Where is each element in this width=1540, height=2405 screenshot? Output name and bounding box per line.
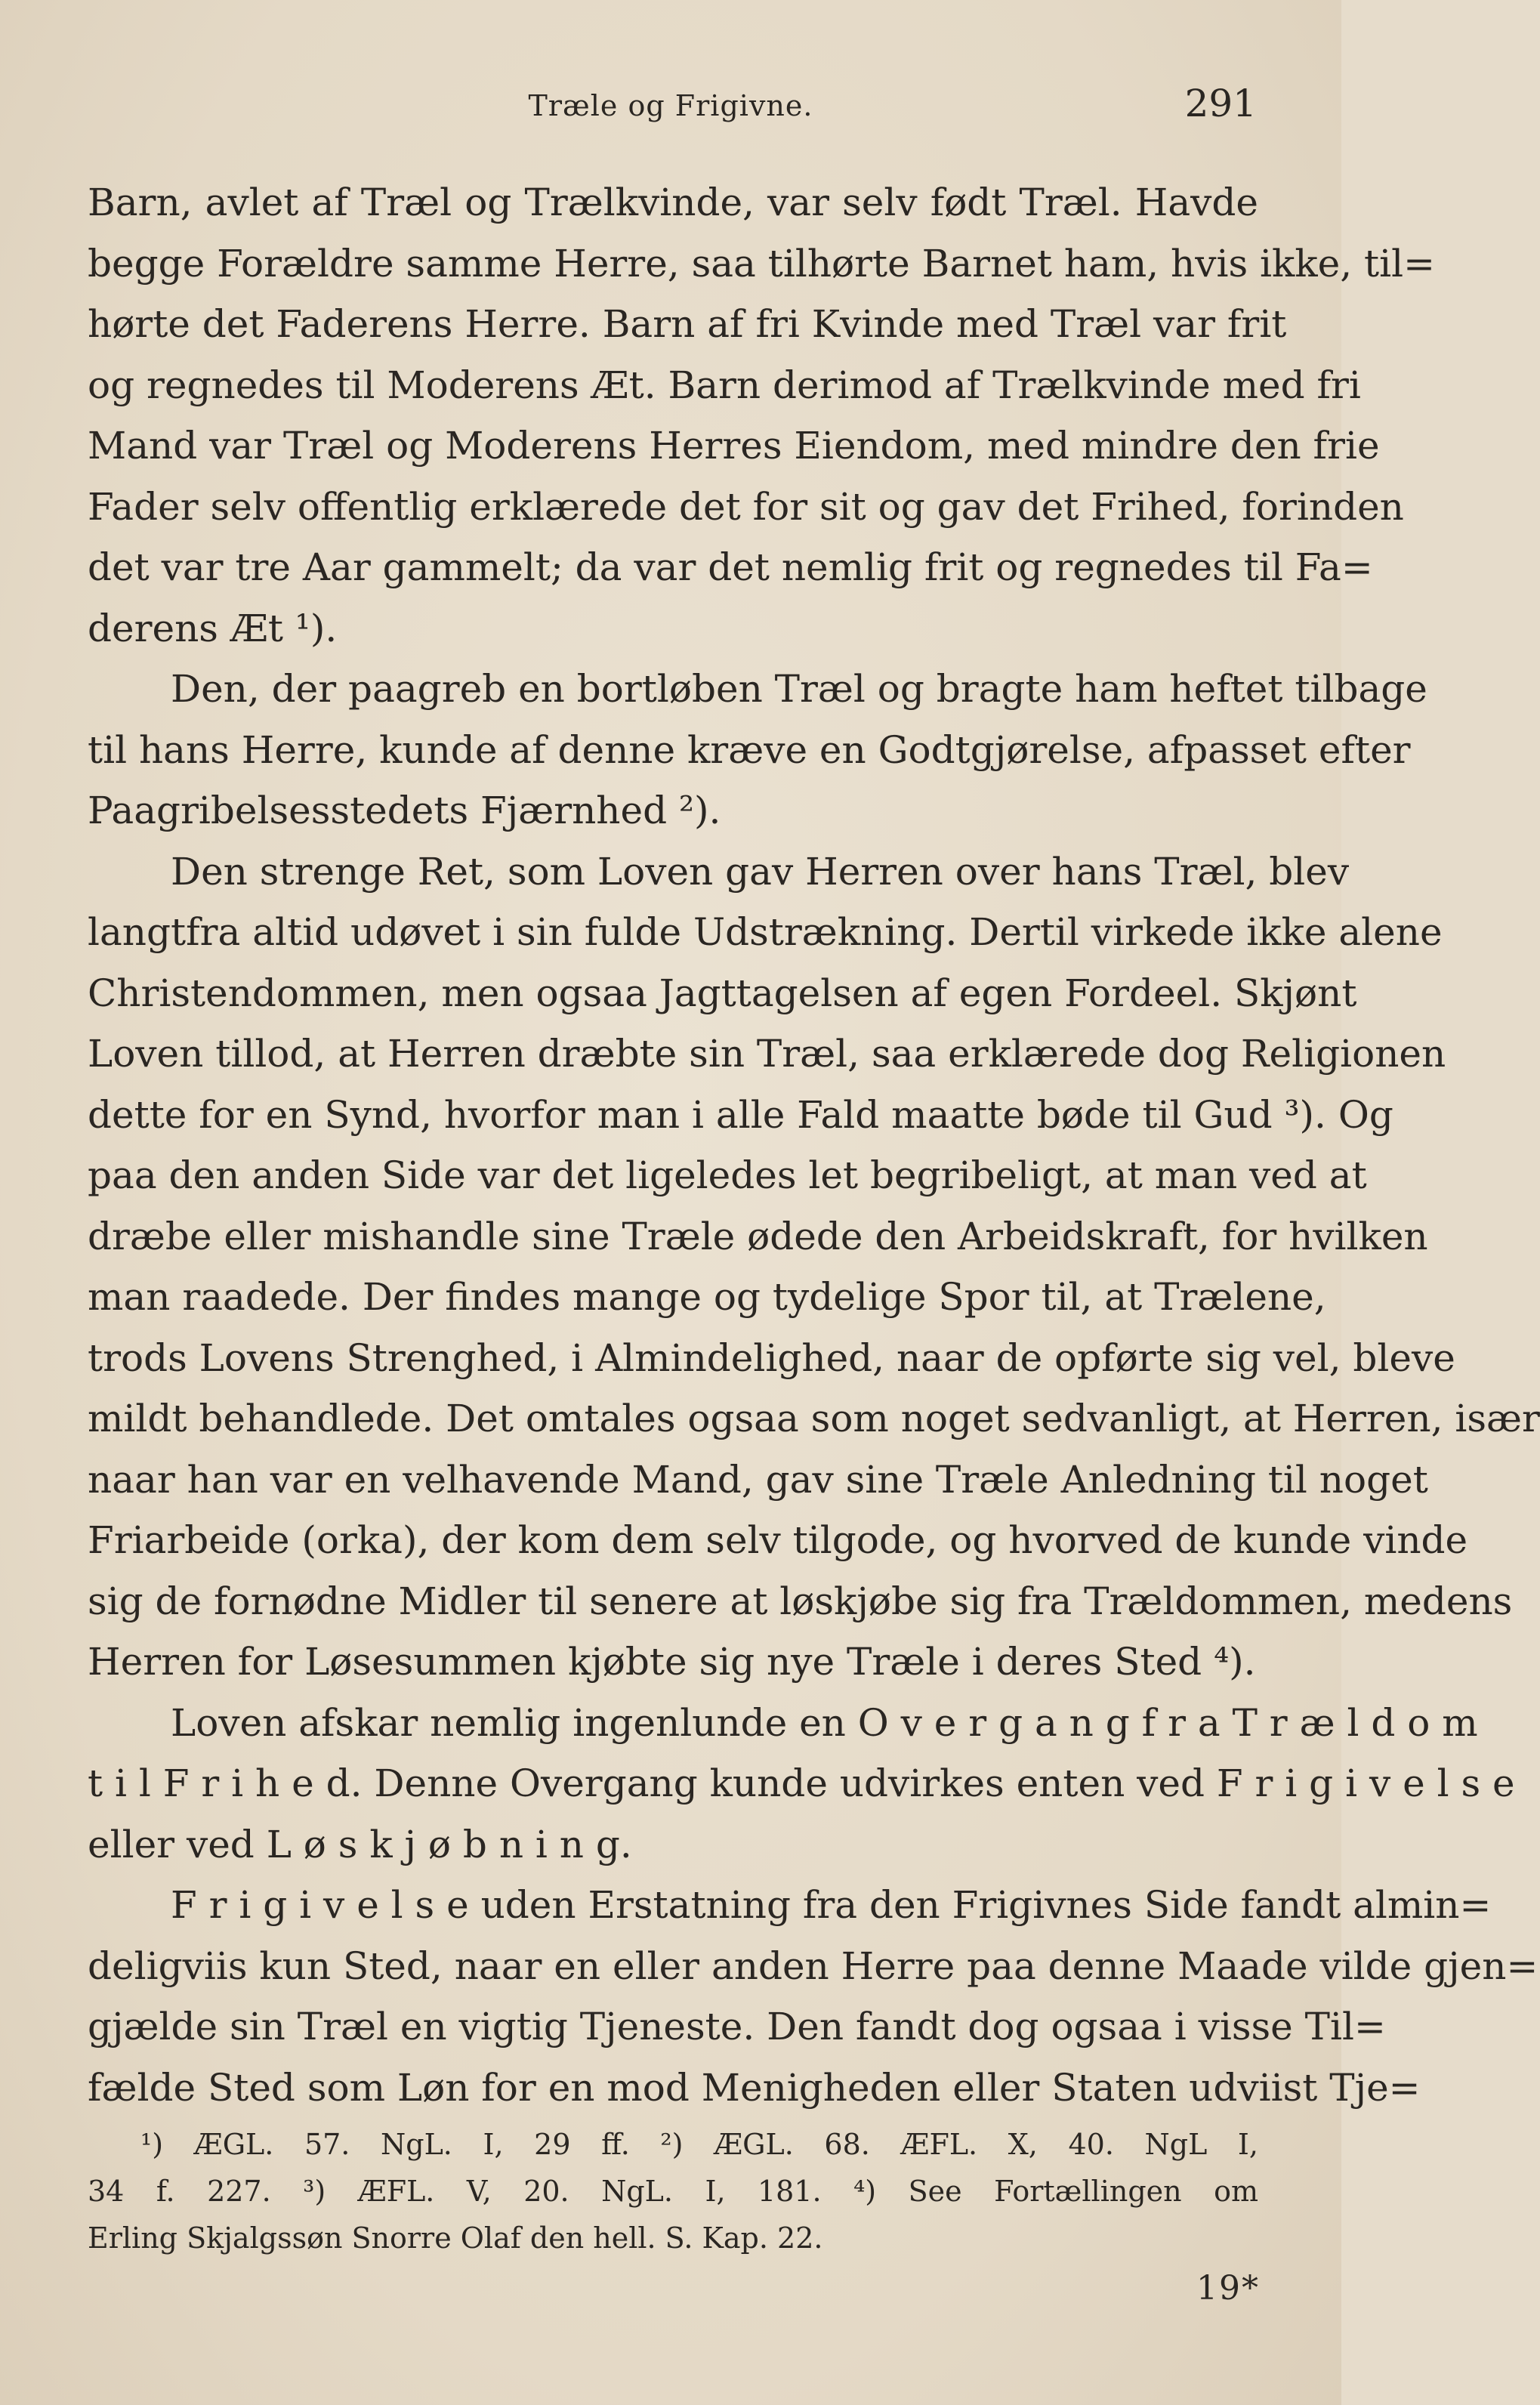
text-line: og regnedes til Moderens Æt. Barn derimod af Trælkvinde med fri <box>88 363 1361 407</box>
text-line: fælde Sted som Løn for en mod Menigheden eller Staten udviist Tje= <box>88 2065 1421 2110</box>
text-line: Loven afskar nemlig ingenlunde en O v e r g a n g f r a T r æ l d o m <box>171 1700 1478 1745</box>
footnotes <box>88 2121 1258 2261</box>
text-line: naar han var en velhavende Mand, gav sine Træle Anledning til noget <box>88 1457 1428 1502</box>
text-line: paa den anden Side var det ligeledes let begribeligt, at man ved at <box>88 1153 1367 1197</box>
text-line: Barn, avlet af Træl og Trælkvinde, var selv født Træl. Havde <box>88 181 1258 224</box>
text-line: eller ved L ø s k j ø b n i n g. <box>88 1822 632 1866</box>
text-line: man raadede. Der findes mange og tydelige Spor til, at Trælene, <box>88 1275 1326 1319</box>
text-line: Paagribelsesstedets Fjærnhed ²). <box>88 789 721 832</box>
text-line: begge Forældre samme Herre, saa tilhørte Barnet ham, hvis ikke, til= <box>88 241 1435 286</box>
text-line: t i l F r i h e d. Denne Overgang kunde udvirkes enten ved F r i g i v e l s e <box>88 1761 1515 1805</box>
body-text <box>88 172 1540 2118</box>
footnote-line: Erling Skjalgssøn Snorre Olaf den hell. S. Kap. 22. <box>88 2221 823 2255</box>
footnote-line: ¹) ÆGL. 57. NgL. I, 29 ff. ²) ÆGL. 68. ÆFL. X, 40. NgL I, <box>140 2128 1258 2161</box>
text-line: gjælde sin Træl en vigtig Tjeneste. Den fandt dog ogsaa i visse Til= <box>88 2005 1386 2048</box>
signature-mark: 19* <box>1196 2269 1260 2308</box>
text-line: hørte det Faderens Herre. Barn af fri Kvinde med Træl var frit <box>88 302 1287 346</box>
text-line: til hans Herre, kunde af denne kræve en Godtgjørelse, afpasset efter <box>88 727 1411 772</box>
running-title: Træle og Frigivne. <box>528 89 813 122</box>
text-line: Mand var Træl og Moderens Herres Eiendom, med mindre den frie <box>88 424 1380 468</box>
text-line: derens Æt ¹). <box>88 606 338 650</box>
text-line: Loven tillod, at Herren dræbte sin Træl, saa erklærede dog Religionen <box>88 1032 1446 1076</box>
text-line: Den strenge Ret, som Loven gav Herren over hans Træl, blev <box>171 849 1350 894</box>
text-line: langtfra altid udøvet i sin fulde Udstrækning. Dertil virkede ikke alene <box>88 910 1443 954</box>
footnote-line: 34 f. 227. ³) ÆFL. V, 20. NgL. I, 181. ⁴) See Fortællingen om <box>88 2175 1258 2208</box>
text-line: Fader selv offentlig erklærede det for sit og gav det Frihed, forinden <box>88 484 1404 529</box>
text-line: trods Lovens Strenghed, i Almindelighed, naar de opførte sig vel, bleve <box>88 1335 1455 1380</box>
text-line: det var tre Aar gammelt; da var det nemlig frit og regnedes til Fa= <box>88 545 1373 589</box>
text-line: Den, der paagreb en bortløben Træl og bragte ham heftet tilbage <box>171 667 1427 711</box>
text-line: dette for en Synd, hvorfor man i alle Fald maatte bøde til Gud ³). Og <box>88 1092 1393 1137</box>
text-line: Christendommen, men ogsaa Jagttagelsen af egen Fordeel. Skjønt <box>88 971 1357 1015</box>
text-line: mildt behandlede. Det omtales ogsaa som noget sedvanligt, at Herren, især <box>88 1397 1540 1440</box>
text-line: sig de fornødne Midler til senere at løskjøbe sig fra Trældommen, medens <box>88 1579 1513 1623</box>
text-line: dræbe eller mishandle sine Træle ødede den Arbeidskraft, for hvilken <box>88 1214 1428 1258</box>
page-number: 291 <box>1184 82 1257 125</box>
text-line: F r i g i v e l s e uden Erstatning fra den Frigivnes Side fandt almin= <box>171 1883 1492 1927</box>
text-line: Herren for Løsesummen kjøbte sig nye Træle i deres Sted ⁴). <box>88 1640 1256 1684</box>
text-line: Friarbeide (orka), der kom dem selv tilgode, og hvorved de kunde vinde <box>88 1518 1468 1562</box>
text-line: deligviis kun Sted, naar en eller anden Herre paa denne Maade vilde gjen= <box>88 1943 1538 1988</box>
